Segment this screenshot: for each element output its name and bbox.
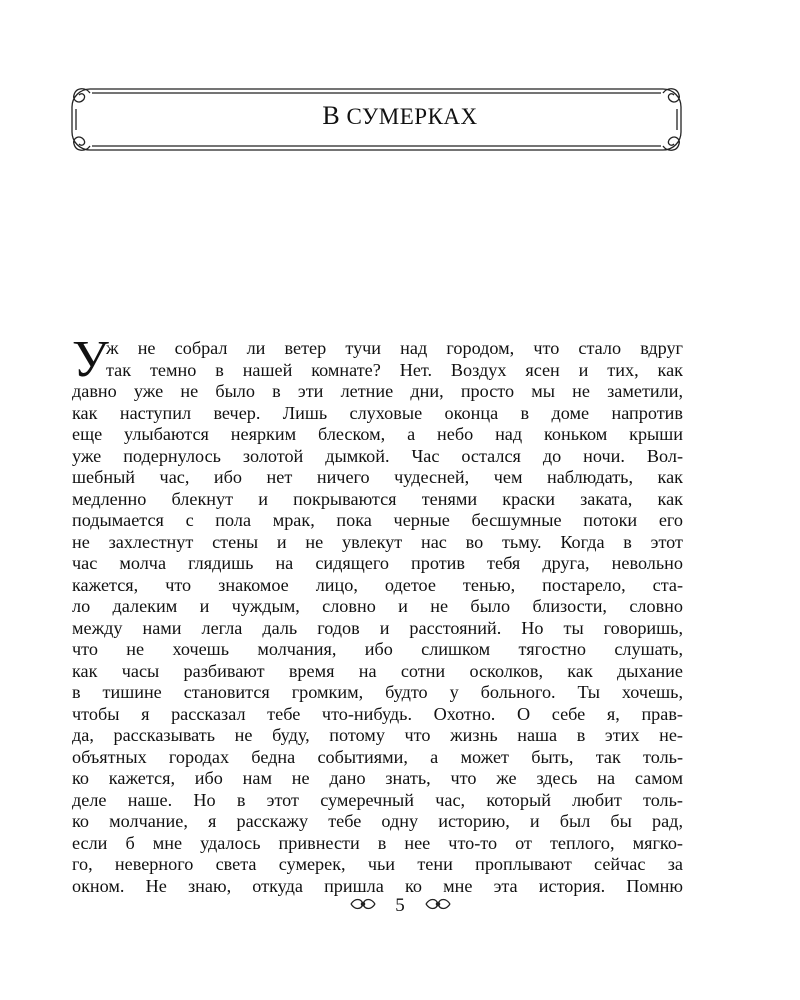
text-line: ко молчание, я расскажу тебе одну историю, и был бы рад, — [72, 811, 683, 831]
text-line: давно уже не было в эти летние дни, просто мы не заметили, — [72, 381, 683, 401]
text-line: ж не собрал ли ветер тучи над городом, что стало вдруг — [106, 338, 683, 358]
text-line: уже подернулось золотой дымкой. Час остался до ночи. Вол- — [72, 445, 683, 466]
left-ornament-icon — [349, 893, 377, 919]
text-line: деле наше. Но в этот сумеречный час, который любит толь- — [72, 789, 683, 810]
text-line: ло далеким и чуждым, словно и не было близости, словно — [72, 596, 683, 616]
right-ornament-icon — [424, 893, 452, 919]
text-line: не захлестнут стены и не увлекут нас во тьму. Когда в этот — [72, 531, 683, 552]
text-line: как часы разбивают время на сотни осколков, как дыхание — [72, 660, 683, 681]
page-number: 5 — [395, 894, 405, 916]
text-line: медленно блекнут и покрываются тенями краски заката, как — [72, 488, 683, 509]
text-line: ко кажется, ибо нам не дано знать, что же здесь на самом — [72, 768, 683, 788]
text-line: если б мне удалось привнести в нее что-то от теплого, мягко- — [72, 832, 683, 853]
text-line: подымается с пола мрак, пока черные бесшумные потоки его — [72, 510, 683, 530]
text-line: час молча глядишь на сидящего против тебя друга, невольно — [72, 553, 683, 573]
text-line: как наступил вечер. Лишь слуховые оконца в доме напротив — [72, 402, 683, 423]
text-line: объятных городах бедна событиями, а может быть, так толь- — [72, 746, 683, 767]
text-line: го, неверного света сумерек, чьи тени проплывают сейчас за — [72, 854, 683, 874]
drop-cap: У — [72, 331, 109, 388]
text-line: чтобы я рассказал тебе что-нибудь. Охотно. О себе я, прав- — [72, 703, 683, 724]
text-line: шебный час, ибо нет ничего чудесней, чем наблюдать, как — [72, 467, 683, 487]
chapter-title — [0, 101, 800, 132]
chapter-title-initial: В — [322, 101, 341, 130]
text-line: в тишине становится громким, будто у больного. Ты хочешь, — [72, 682, 683, 702]
text-line: что не хочешь молчания, ибо слишком тягостно слушать, — [72, 639, 683, 659]
text-line: так темно в нашей комнате? Нет. Воздух ясен и тих, как — [106, 359, 683, 380]
text-line: да, рассказывать не буду, потому что жизнь наша в этих не- — [72, 725, 683, 745]
text-line: кажется, что знакомое лицо, одетое тенью, постарело, ста- — [72, 574, 683, 595]
text-line: окном. Не знаю, откуда пришла ко мне эта история. Помню — [72, 875, 683, 896]
chapter-title-rest: СУМЕРКАХ — [340, 104, 478, 129]
page-footer — [0, 892, 800, 919]
text-line: между нами легла даль годов и расстояний. Но ты говоришь, — [72, 617, 683, 638]
text-line: еще улыбаются неярким блеском, а небо над коньком крыши — [72, 424, 683, 444]
body-text — [72, 338, 683, 897]
